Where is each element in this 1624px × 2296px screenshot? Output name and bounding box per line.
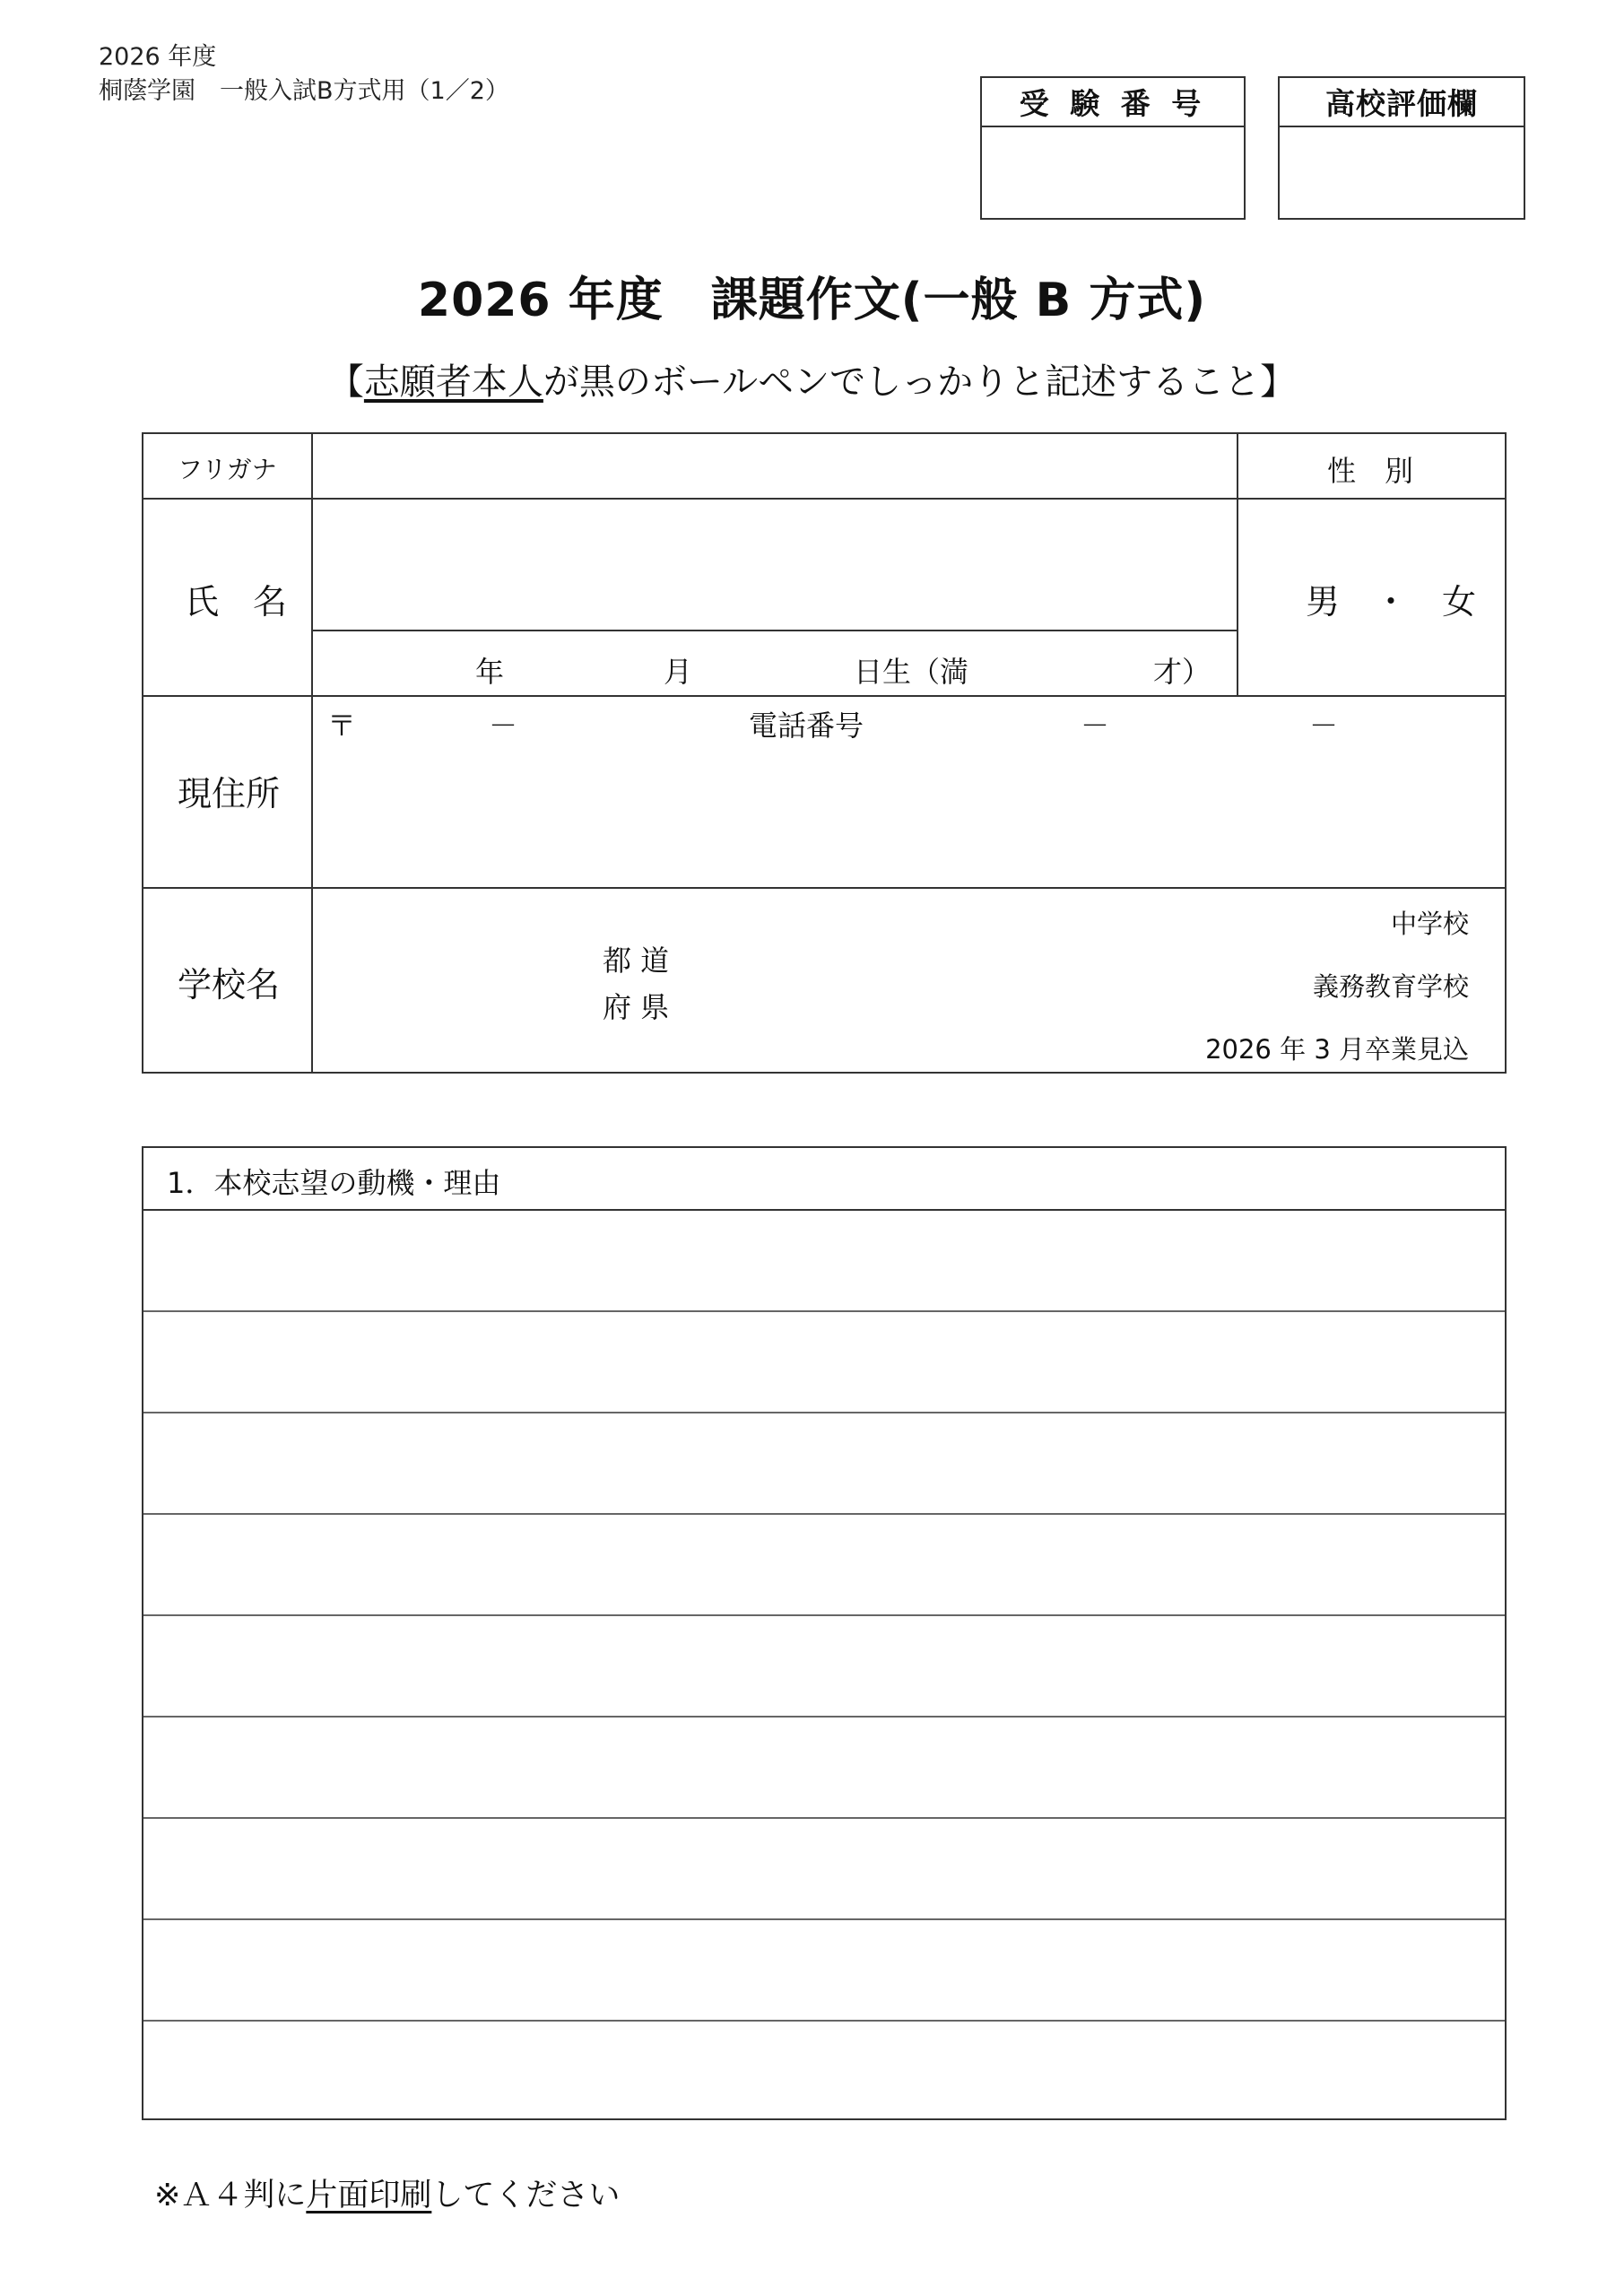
- prefecture-top: 都 道: [603, 944, 670, 978]
- essay-rule-line: [143, 1614, 1505, 1616]
- school-type-junior-high: 中学校: [1390, 909, 1469, 939]
- birth-day-label: 日生（満: [854, 655, 969, 689]
- essay-rule-line: [143, 2020, 1505, 2022]
- postal-dash: －: [489, 709, 518, 743]
- phone-label: 電話番号: [749, 709, 864, 743]
- phone-dash-1: －: [1081, 709, 1110, 743]
- furigana-field[interactable]: [313, 434, 1237, 498]
- footer-underlined: 片面印刷: [306, 2178, 432, 2213]
- instruction-close-bracket: 】: [1260, 361, 1297, 403]
- instruction-rest: が黒のボールペンでしっかりと記述すること: [543, 361, 1261, 403]
- prefecture-bottom: 府 県: [603, 990, 670, 1024]
- school-eval-box: [1278, 76, 1525, 220]
- footer-note: [154, 2170, 620, 2215]
- birth-year-label: 年: [475, 655, 505, 689]
- essay-rule-line: [143, 1412, 1505, 1413]
- applicant-form: [142, 432, 1507, 1074]
- essay-heading-row: [143, 1148, 1505, 1211]
- exam-number-label: 受 験 番 号: [982, 78, 1244, 127]
- name-label: 氏 名: [185, 582, 288, 622]
- age-label: 才）: [1153, 655, 1211, 689]
- document-form-info: 桐蔭学園 一般入試B方式用（1／2）: [99, 77, 509, 105]
- page-title: 2026 年度 課題作文(一般 B 方式): [417, 274, 1207, 327]
- essay-rule-line: [143, 1918, 1505, 1920]
- phone-dash-2: －: [1309, 709, 1339, 743]
- gender-options[interactable]: 男 ・ 女: [1306, 582, 1477, 622]
- footer-suffix: してください: [431, 2178, 621, 2213]
- exam-number-box: [980, 76, 1246, 220]
- instruction-underlined: 志願者本人: [363, 361, 543, 403]
- essay-heading: 1．本校志望の動機・理由: [167, 1166, 501, 1200]
- instruction-open-bracket: 【: [327, 361, 364, 403]
- birth-month-label: 月: [664, 655, 693, 689]
- school-label: 学校名: [178, 965, 281, 1004]
- postal-mark-icon: 〒: [327, 709, 357, 743]
- school-type-compulsory: 義務教育学校: [1312, 971, 1469, 1002]
- essay-writing-area[interactable]: [143, 1211, 1505, 2118]
- furigana-label: フリガナ: [178, 455, 277, 484]
- essay-rule-line: [143, 1513, 1505, 1515]
- graduation-expected: 2026 年 3 月卒業見込: [1205, 1034, 1469, 1065]
- address-label: 現住所: [178, 774, 281, 813]
- essay-rule-line: [143, 1310, 1505, 1312]
- essay-rule-line: [143, 1716, 1505, 1718]
- essay-box: [142, 1146, 1507, 2120]
- gender-label: 性 別: [1327, 454, 1414, 488]
- school-eval-label: 高校評価欄: [1280, 78, 1524, 127]
- essay-rule-line: [143, 1817, 1505, 1819]
- document-year: 2026 年度: [99, 43, 217, 71]
- name-field[interactable]: [313, 500, 1237, 630]
- footer-prefix: ※Ａ４判に: [154, 2178, 307, 2213]
- instruction-text: [0, 353, 1624, 404]
